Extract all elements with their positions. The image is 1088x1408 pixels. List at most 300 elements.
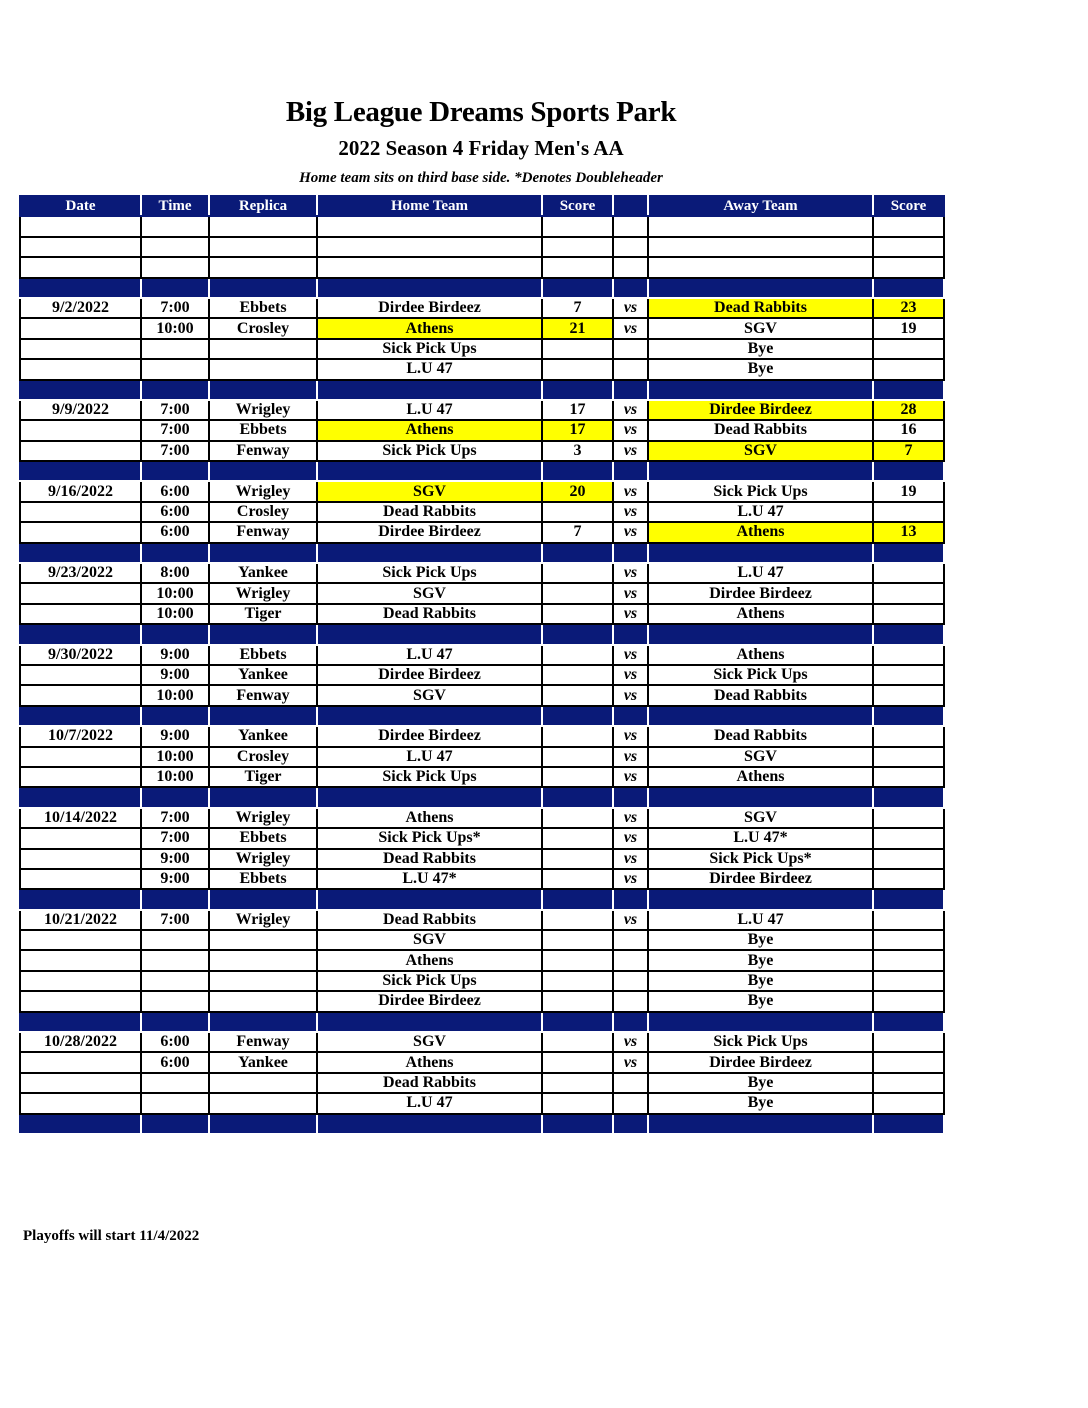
game-row [20,747,944,767]
cell-home-score: 7 [542,298,613,318]
cell-away-team: Sick Pick Ups* [648,849,873,869]
table-header-row [20,196,944,216]
cell-time: 7:00 [141,808,209,828]
cell-home-score [542,930,613,950]
game-row [20,318,944,338]
cell-replica: Ebbets [209,869,317,889]
cell-date: 10/7/2022 [20,726,141,746]
playoffs-note: Playoffs will start 11/4/2022 [23,1228,200,1244]
cell-home-score [542,706,613,726]
cell-time: 6:00 [141,1032,209,1052]
cell-home-score: 17 [542,400,613,420]
game-row [20,420,944,440]
cell-away-score [873,502,944,522]
cell-away-team: Bye [648,339,873,359]
cell-vs [613,787,648,807]
game-row [20,522,944,542]
cell-replica [209,257,317,277]
cell-away-score [873,767,944,787]
cell-time [141,1073,209,1093]
cell-date [20,1093,141,1113]
cell-time: 10:00 [141,318,209,338]
cell-away-team: Dirdee Birdeez [648,869,873,889]
cell-vs: vs [613,481,648,501]
cell-date [20,359,141,379]
cell-time [141,1114,209,1134]
cell-home-team [317,237,542,257]
cell-replica [209,971,317,991]
header-away-team: Away Team [648,196,873,216]
cell-replica: Ebbets [209,828,317,848]
header-date: Date [20,196,141,216]
cell-vs: vs [613,910,648,930]
cell-home-team: L.U 47 [317,359,542,379]
cell-away-team: Bye [648,971,873,991]
doubleheader-note: Home team sits on third base side. *Denotes Doubleheader [299,170,663,186]
cell-date [20,604,141,624]
page-subtitle: 2022 Season 4 Friday Men's AA [338,136,624,160]
cell-replica: Wrigley [209,481,317,501]
cell-time: 6:00 [141,522,209,542]
cell-home-team: Athens [317,318,542,338]
cell-vs: vs [613,869,648,889]
cell-vs [613,950,648,970]
game-row [20,685,944,705]
cell-away-score [873,380,944,400]
cell-replica [209,787,317,807]
game-row [20,767,944,787]
cell-date: 10/28/2022 [20,1032,141,1052]
blank-row [20,216,944,236]
cell-vs: vs [613,849,648,869]
cell-away-score [873,828,944,848]
game-row [20,400,944,420]
cell-away-team: L.U 47 [648,910,873,930]
cell-away-team: SGV [648,808,873,828]
cell-vs [613,380,648,400]
cell-time [141,930,209,950]
cell-vs [613,1093,648,1113]
cell-replica [209,930,317,950]
cell-time [141,237,209,257]
cell-home-score: 7 [542,522,613,542]
cell-date [20,787,141,807]
cell-home-score [542,1073,613,1093]
cell-home-score [542,991,613,1011]
cell-time [141,216,209,236]
cell-home-score [542,665,613,685]
cell-home-team: Sick Pick Ups [317,563,542,583]
cell-away-score [873,461,944,481]
cell-home-team: SGV [317,930,542,950]
cell-date [20,318,141,338]
cell-replica: Fenway [209,441,317,461]
game-row [20,910,944,930]
cell-home-score [542,624,613,644]
cell-date: 9/30/2022 [20,645,141,665]
cell-time: 10:00 [141,583,209,603]
cell-home-score [542,1114,613,1134]
cell-home-team: Sick Pick Ups [317,767,542,787]
cell-home-team: Dead Rabbits [317,1073,542,1093]
cell-away-score: 13 [873,522,944,542]
cell-home-team: Sick Pick Ups [317,971,542,991]
cell-vs [613,543,648,563]
cell-vs [613,930,648,950]
cell-home-score: 17 [542,420,613,440]
cell-date [20,950,141,970]
cell-time [141,278,209,298]
game-row [20,481,944,501]
game-row [20,359,944,379]
cell-home-team: Sick Pick Ups* [317,828,542,848]
cell-home-team [317,889,542,909]
cell-time [141,787,209,807]
cell-vs: vs [613,685,648,705]
cell-date [20,665,141,685]
cell-date [20,747,141,767]
cell-vs: vs [613,522,648,542]
cell-away-team: Athens [648,767,873,787]
cell-home-score [542,359,613,379]
cell-vs: vs [613,665,648,685]
cell-home-team: Athens [317,808,542,828]
cell-home-score [542,1012,613,1032]
cell-home-team: L.U 47 [317,747,542,767]
cell-home-team [317,1012,542,1032]
cell-home-team [317,257,542,277]
cell-time: 9:00 [141,869,209,889]
cell-date [20,1052,141,1072]
cell-away-team: Bye [648,991,873,1011]
cell-home-team: Dead Rabbits [317,604,542,624]
cell-time: 8:00 [141,563,209,583]
cell-date [20,380,141,400]
cell-replica: Yankee [209,726,317,746]
cell-vs [613,216,648,236]
cell-vs: vs [613,563,648,583]
cell-replica: Ebbets [209,645,317,665]
cell-vs [613,257,648,277]
cell-away-score: 19 [873,318,944,338]
cell-time [141,706,209,726]
cell-away-team: SGV [648,441,873,461]
cell-away-score [873,563,944,583]
cell-away-score [873,706,944,726]
cell-date: 9/9/2022 [20,400,141,420]
cell-replica [209,950,317,970]
cell-away-score [873,604,944,624]
cell-date [20,237,141,257]
cell-home-score [542,726,613,746]
cell-replica: Yankee [209,1052,317,1072]
week-separator-row [20,889,944,909]
cell-time [141,889,209,909]
cell-replica [209,380,317,400]
cell-home-score [542,604,613,624]
header-time: Time [141,196,209,216]
cell-replica [209,889,317,909]
cell-home-team: Dirdee Birdeez [317,522,542,542]
cell-home-score [542,502,613,522]
cell-home-score [542,237,613,257]
cell-away-team: Dead Rabbits [648,685,873,705]
cell-replica: Wrigley [209,808,317,828]
cell-away-team: Sick Pick Ups [648,1032,873,1052]
cell-vs: vs [613,828,648,848]
cell-time [141,543,209,563]
game-row [20,645,944,665]
cell-away-team: Dirdee Birdeez [648,583,873,603]
cell-replica [209,1012,317,1032]
cell-away-team: Dead Rabbits [648,298,873,318]
cell-vs: vs [613,747,648,767]
cell-home-team [317,216,542,236]
schedule-body [20,216,944,1134]
cell-replica [209,359,317,379]
cell-away-score [873,930,944,950]
schedule-table [19,195,945,1135]
cell-date [20,543,141,563]
cell-time [141,1093,209,1113]
cell-home-team: L.U 47 [317,1093,542,1113]
cell-home-team [317,1114,542,1134]
week-separator-row [20,706,944,726]
week-separator-row [20,1012,944,1032]
cell-home-team [317,706,542,726]
week-separator-row [20,380,944,400]
cell-home-team [317,278,542,298]
cell-date [20,930,141,950]
cell-away-team [648,237,873,257]
cell-away-team: Dirdee Birdeez [648,1052,873,1072]
cell-home-score [542,971,613,991]
cell-home-score [542,808,613,828]
cell-replica [209,339,317,359]
cell-away-score [873,237,944,257]
cell-home-score [542,1052,613,1072]
cell-date [20,257,141,277]
cell-vs [613,706,648,726]
cell-away-team: Dirdee Birdeez [648,400,873,420]
cell-replica: Ebbets [209,298,317,318]
cell-home-team: Dirdee Birdeez [317,726,542,746]
cell-date [20,869,141,889]
cell-away-team: Sick Pick Ups [648,481,873,501]
cell-vs [613,1114,648,1134]
cell-time: 6:00 [141,1052,209,1072]
cell-away-team: Athens [648,645,873,665]
cell-home-team [317,543,542,563]
cell-home-team: Dead Rabbits [317,910,542,930]
cell-home-team: SGV [317,481,542,501]
blank-row [20,237,944,257]
cell-home-score [542,278,613,298]
cell-time [141,971,209,991]
cell-away-score [873,849,944,869]
cell-time: 7:00 [141,441,209,461]
cell-away-score [873,1073,944,1093]
cell-vs [613,991,648,1011]
cell-replica [209,624,317,644]
cell-home-team: Sick Pick Ups [317,339,542,359]
cell-home-score [542,1032,613,1052]
game-row [20,298,944,318]
cell-away-score [873,950,944,970]
header-away-score: Score [873,196,944,216]
cell-home-team: SGV [317,685,542,705]
cell-time: 7:00 [141,298,209,318]
cell-away-score: 28 [873,400,944,420]
cell-vs: vs [613,502,648,522]
cell-replica: Crosley [209,318,317,338]
game-row [20,991,944,1011]
cell-date [20,767,141,787]
cell-date: 10/14/2022 [20,808,141,828]
cell-vs: vs [613,420,648,440]
cell-away-score [873,278,944,298]
cell-vs [613,624,648,644]
game-row [20,808,944,828]
cell-replica [209,706,317,726]
cell-away-score [873,869,944,889]
header-vs [613,196,648,216]
cell-away-score: 16 [873,420,944,440]
game-row [20,441,944,461]
game-row [20,869,944,889]
cell-replica: Crosley [209,747,317,767]
header-home-score: Score [542,196,613,216]
cell-date [20,889,141,909]
cell-away-team [648,1012,873,1032]
cell-away-score [873,685,944,705]
cell-replica [209,1073,317,1093]
cell-away-team [648,257,873,277]
cell-away-team: Sick Pick Ups [648,665,873,685]
game-row [20,849,944,869]
cell-away-team: L.U 47* [648,828,873,848]
cell-home-score [542,380,613,400]
cell-home-score: 21 [542,318,613,338]
cell-date: 10/21/2022 [20,910,141,930]
cell-away-team [648,461,873,481]
cell-replica [209,991,317,1011]
cell-home-score [542,910,613,930]
cell-away-team: Athens [648,522,873,542]
cell-away-score [873,339,944,359]
cell-home-team: SGV [317,1032,542,1052]
cell-time: 9:00 [141,645,209,665]
game-row [20,726,944,746]
week-separator-row [20,278,944,298]
cell-away-score [873,1012,944,1032]
cell-away-team [648,278,873,298]
cell-date [20,583,141,603]
cell-away-team: Bye [648,1093,873,1113]
cell-home-score [542,950,613,970]
cell-home-score [542,787,613,807]
cell-date [20,624,141,644]
cell-home-score [542,889,613,909]
cell-away-score [873,1093,944,1113]
header-replica: Replica [209,196,317,216]
cell-replica [209,237,317,257]
cell-replica [209,1114,317,1134]
cell-time: 9:00 [141,665,209,685]
cell-time: 10:00 [141,604,209,624]
cell-date [20,971,141,991]
cell-date: 9/16/2022 [20,481,141,501]
game-row [20,828,944,848]
cell-home-team [317,787,542,807]
cell-date [20,828,141,848]
cell-replica: Yankee [209,563,317,583]
cell-time: 9:00 [141,849,209,869]
cell-replica: Fenway [209,522,317,542]
cell-date [20,420,141,440]
cell-home-team: L.U 47 [317,400,542,420]
cell-time: 7:00 [141,420,209,440]
game-row [20,1073,944,1093]
cell-vs [613,278,648,298]
week-separator-row [20,543,944,563]
cell-replica: Yankee [209,665,317,685]
cell-replica [209,278,317,298]
week-separator-row [20,1114,944,1134]
cell-away-team: Dead Rabbits [648,420,873,440]
cell-date [20,849,141,869]
cell-away-score [873,726,944,746]
cell-vs: vs [613,400,648,420]
cell-away-team: Athens [648,604,873,624]
cell-replica [209,543,317,563]
cell-home-team [317,461,542,481]
cell-home-score [542,216,613,236]
cell-replica: Tiger [209,767,317,787]
cell-date [20,522,141,542]
week-separator-row [20,787,944,807]
game-row [20,339,944,359]
cell-time: 7:00 [141,828,209,848]
cell-home-team: L.U 47 [317,645,542,665]
cell-home-score: 3 [542,441,613,461]
cell-home-team: Dead Rabbits [317,849,542,869]
cell-away-team [648,1114,873,1134]
cell-away-score [873,747,944,767]
cell-date [20,461,141,481]
cell-away-score [873,665,944,685]
cell-replica: Tiger [209,604,317,624]
cell-vs [613,971,648,991]
cell-away-team: Bye [648,359,873,379]
game-row [20,1093,944,1113]
cell-away-score [873,808,944,828]
cell-away-score [873,583,944,603]
cell-home-team: Sick Pick Ups [317,441,542,461]
cell-vs: vs [613,767,648,787]
cell-home-score [542,339,613,359]
game-row [20,604,944,624]
cell-date [20,685,141,705]
week-separator-row [20,624,944,644]
cell-vs [613,1073,648,1093]
cell-home-team: Athens [317,420,542,440]
cell-date [20,441,141,461]
cell-vs: vs [613,645,648,665]
cell-time [141,461,209,481]
cell-away-team: Bye [648,1073,873,1093]
cell-away-score [873,1032,944,1052]
